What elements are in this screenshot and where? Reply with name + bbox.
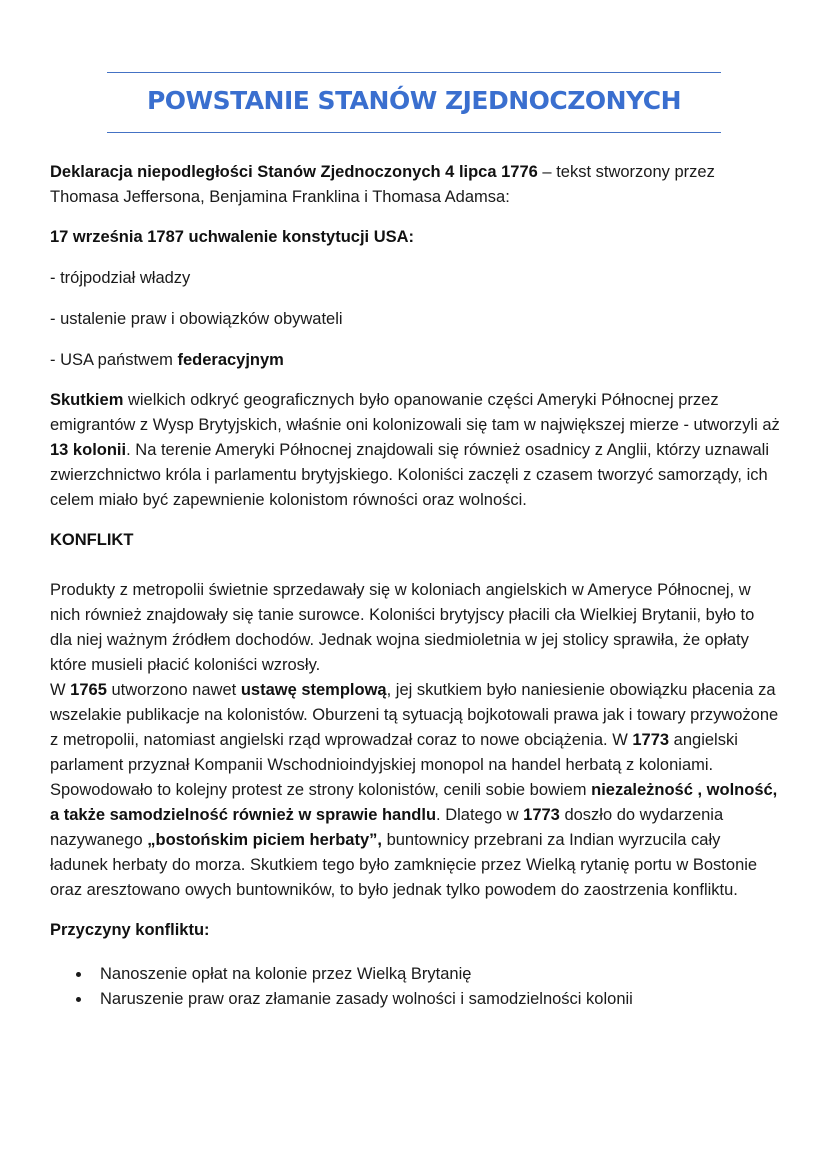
constitution-point-2: - ustalenie praw i obowiązków obywateli (50, 310, 343, 328)
title-top-rule (107, 72, 721, 73)
document-body (50, 160, 780, 1012)
bullet-icon (76, 997, 81, 1002)
constitution-heading: 17 września 1787 uchwalenie konstytucji USA: (50, 228, 415, 246)
page-title: POWSTANIE STANÓW ZJEDNOCZONYCH (146, 86, 682, 115)
list-item: Naruszenie praw oraz złamanie zasady wolności i samodzielności kolonii (50, 987, 780, 1012)
list-item: Nanoszenie opłat na kolonie przez Wielką Brytanię (50, 962, 780, 987)
constitution-point-1: - trójpodział władzy (50, 269, 191, 287)
conflict-heading: KONFLIKT (50, 531, 134, 549)
constitution-point-3: - USA państwem federacyjnym (50, 351, 284, 369)
conflict-paragraph-1: Produkty z metropolii świetnie sprzedawały się w koloniach angielskich w Ameryce Północnej, w nich również znajdowały się tanie surowce. Koloniści brytyjscy płacili cła Wielkiej Brytanii, było to dla niej ważnym źródłem dochodów. Jednak wojna siedmioletnia w jej stolicy sprawiła, że opłaty które musieli płacić koloniści wzrosły. (50, 581, 755, 674)
conflict-paragraph-2: W 1765 utworzono nawet ustawę stemplową, jej skutkiem było naniesienie obowiązku płacenia za wszelakie publikacje na kolonistów. Oburzeni tą sytuacją bojkotowali prawa jak i towary przywożone z metropolii, natomiast angielski rząd wprowadzał coraz to nowe obciążenia. W 1773 angielski parlament przyznał Kompanii Wschodnioindyjskiej monopol na handel herbatą z koloniami. Spowodowało to kolejny protest ze strony kolonistów, cenili sobie bowiem niezależność , wolność, a także samodzielność również w sprawie handlu. Dlatego w 1773 doszło do wydarzenia nazywanego „bostońskim piciem herbaty”, buntownicy przebrani za Indian wyrzucila cały ładunek herbaty do morza. Skutkiem tego było zamknięcie przez Wielką rytanię portu w Bostonie oraz aresztowano owych buntowników, to było jednak tylko powodem do zaostrzenia konfliktu. (50, 681, 779, 899)
title-bottom-rule (107, 132, 721, 133)
declaration-paragraph (50, 160, 780, 210)
declaration-bold: Deklaracja niepodległości Stanów Zjednoczonych 4 lipca 1776 (50, 163, 538, 181)
bullet-icon (76, 972, 81, 977)
causes-heading: Przyczyny konfliktu: (50, 921, 210, 939)
effects-paragraph: Skutkiem wielkich odkryć geograficznych było opanowanie części Ameryki Północnej przez emigrantów z Wysp Brytyjskich, właśnie oni kolonizowali się tam w największej mierze - utworzyli aż 13 kolonii. Na terenie Ameryki Północnej znajdowali się również osadnicy z Anglii, którzy uznawali zwierzchnictwo króla i parlamentu brytyjskiego. Koloniści zaczęli z czasem tworzyć samorządy, ich celem miało być zapewnienie kolonistom równości oraz wolności. (50, 391, 780, 509)
causes-list (50, 962, 780, 1012)
declaration-text: – tekst stworzony przez Thomasa Jeffersona, Benjamina Franklina i Thomasa Adamsa: (50, 163, 715, 206)
